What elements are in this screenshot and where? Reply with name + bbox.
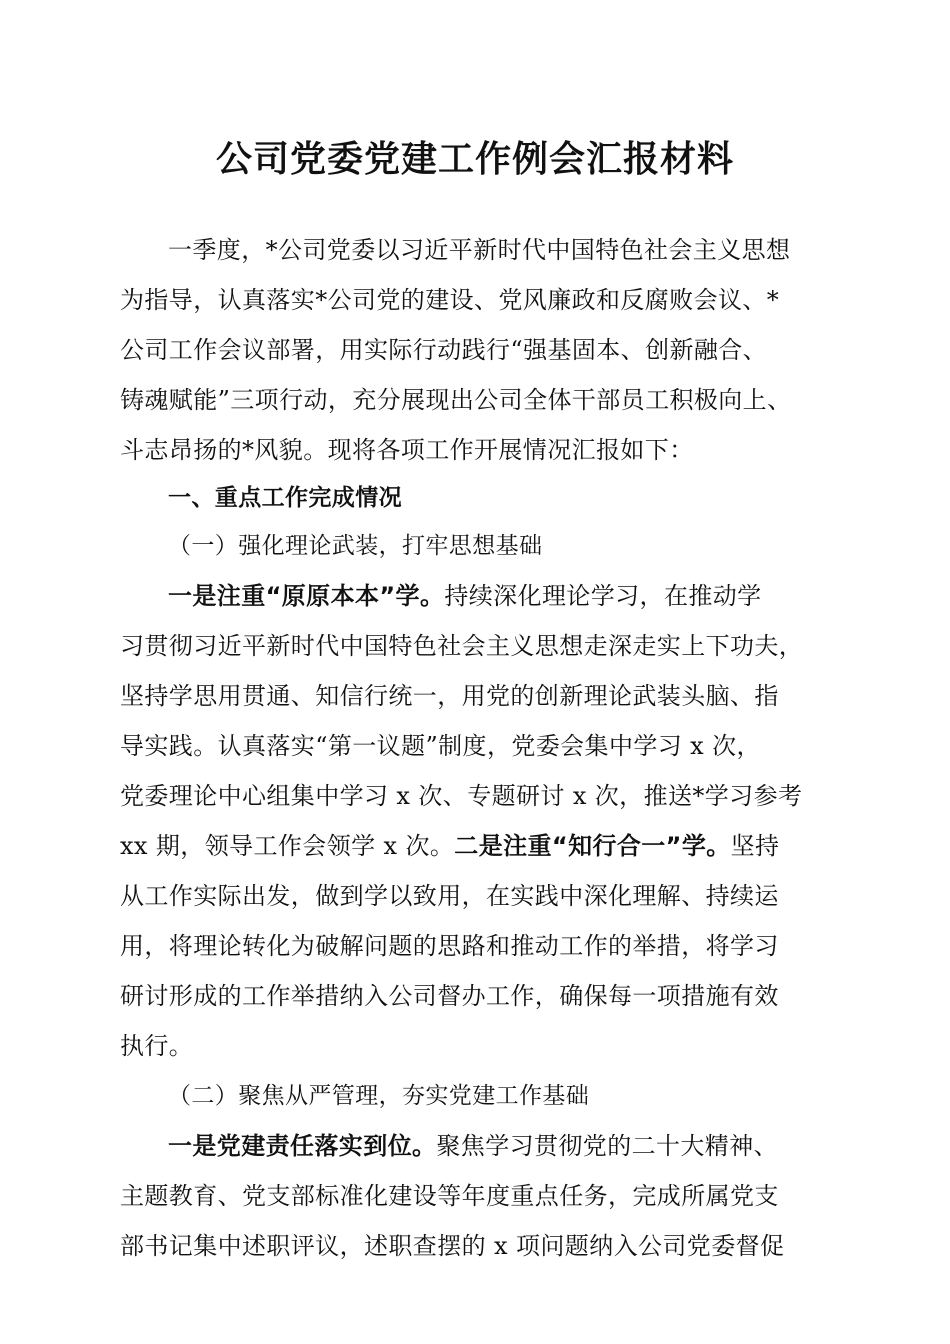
sub1-lead-1: 一是注重“原原本本”学。: [168, 582, 445, 610]
intro-line-2: 为指导，认真落实*公司党的建设、党风廉政和反腐败会议、*: [120, 286, 780, 314]
sub1-line-3: 坚持学思用贯通、知信行统一，用党的创新理论武装头脑、指: [120, 682, 779, 710]
intro-line-3: 公司工作会议部署，用实际行动践行“强基固本、创新融合、: [120, 336, 768, 364]
sub1-line-8: 用，将理论转化为破解问题的思路和推动工作的举措，将学习: [120, 932, 779, 960]
sub2-line-2: 主题教育、党支部标准化建设等年度重点任务，完成所属党支: [120, 1182, 779, 1210]
subsection-heading-1: （一）强化理论武装，打牢思想基础: [168, 533, 543, 559]
sub1-line-5: 党委理论中心组集中学习 x 次、专题研讨 x 次，推送*学习参考: [120, 782, 803, 810]
intro-line-5: 斗志昂扬的*风貌。现将各项工作开展情况汇报如下：: [120, 436, 694, 464]
document-title: 公司党委党建工作例会汇报材料: [215, 139, 734, 180]
sub1-line-6-rest: 坚持: [730, 832, 780, 860]
sub1-line-4: 导实践。认真落实“第一议题”制度，党委会集中学习 x 次，: [120, 732, 761, 760]
sub2-line-1-text: 聚焦学习贯彻党的二十大精神、: [436, 1132, 779, 1160]
sub2-line-1: [168, 1121, 778, 1171]
sub2-lead-1: 一是党建责任落实到位。: [168, 1132, 437, 1160]
sub1-lead-2: 二是注重“知行合一”学。: [454, 832, 731, 860]
sub1-line-2: 习贯彻习近平新时代中国特色社会主义思想走深走实上下功夫，: [120, 632, 804, 660]
sub1-line-1: [168, 571, 762, 621]
subsection-heading-2: （二）聚焦从严管理，夯实党建工作基础: [168, 1083, 590, 1109]
sub1-line-9: 研讨形成的工作举措纳入公司督办工作，确保每一项措施有效: [120, 982, 779, 1010]
sub1-line-6: [120, 821, 779, 871]
sub2-line-3: 部书记集中述职评议，述职查摆的 x 项问题纳入公司党委督促: [120, 1232, 785, 1260]
sub1-line-1-text: 持续深化理论学习，在推动学: [444, 582, 762, 610]
intro-line-1: 一季度，*公司党委以习近平新时代中国特色社会主义思想: [168, 236, 791, 264]
intro-line-4: 铸魂赋能”三项行动，充分展现出公司全体干部员工积极向上、: [120, 386, 792, 414]
sub1-line-7: 从工作实际出发，做到学以致用，在实践中深化理解、持续运: [120, 882, 779, 910]
sub1-line-10: 执行。: [120, 1032, 194, 1060]
sub1-line-6-text: xx 期，领导工作会领学 x 次。: [120, 832, 455, 860]
section-heading-1: 一、重点工作完成情况: [168, 485, 402, 511]
